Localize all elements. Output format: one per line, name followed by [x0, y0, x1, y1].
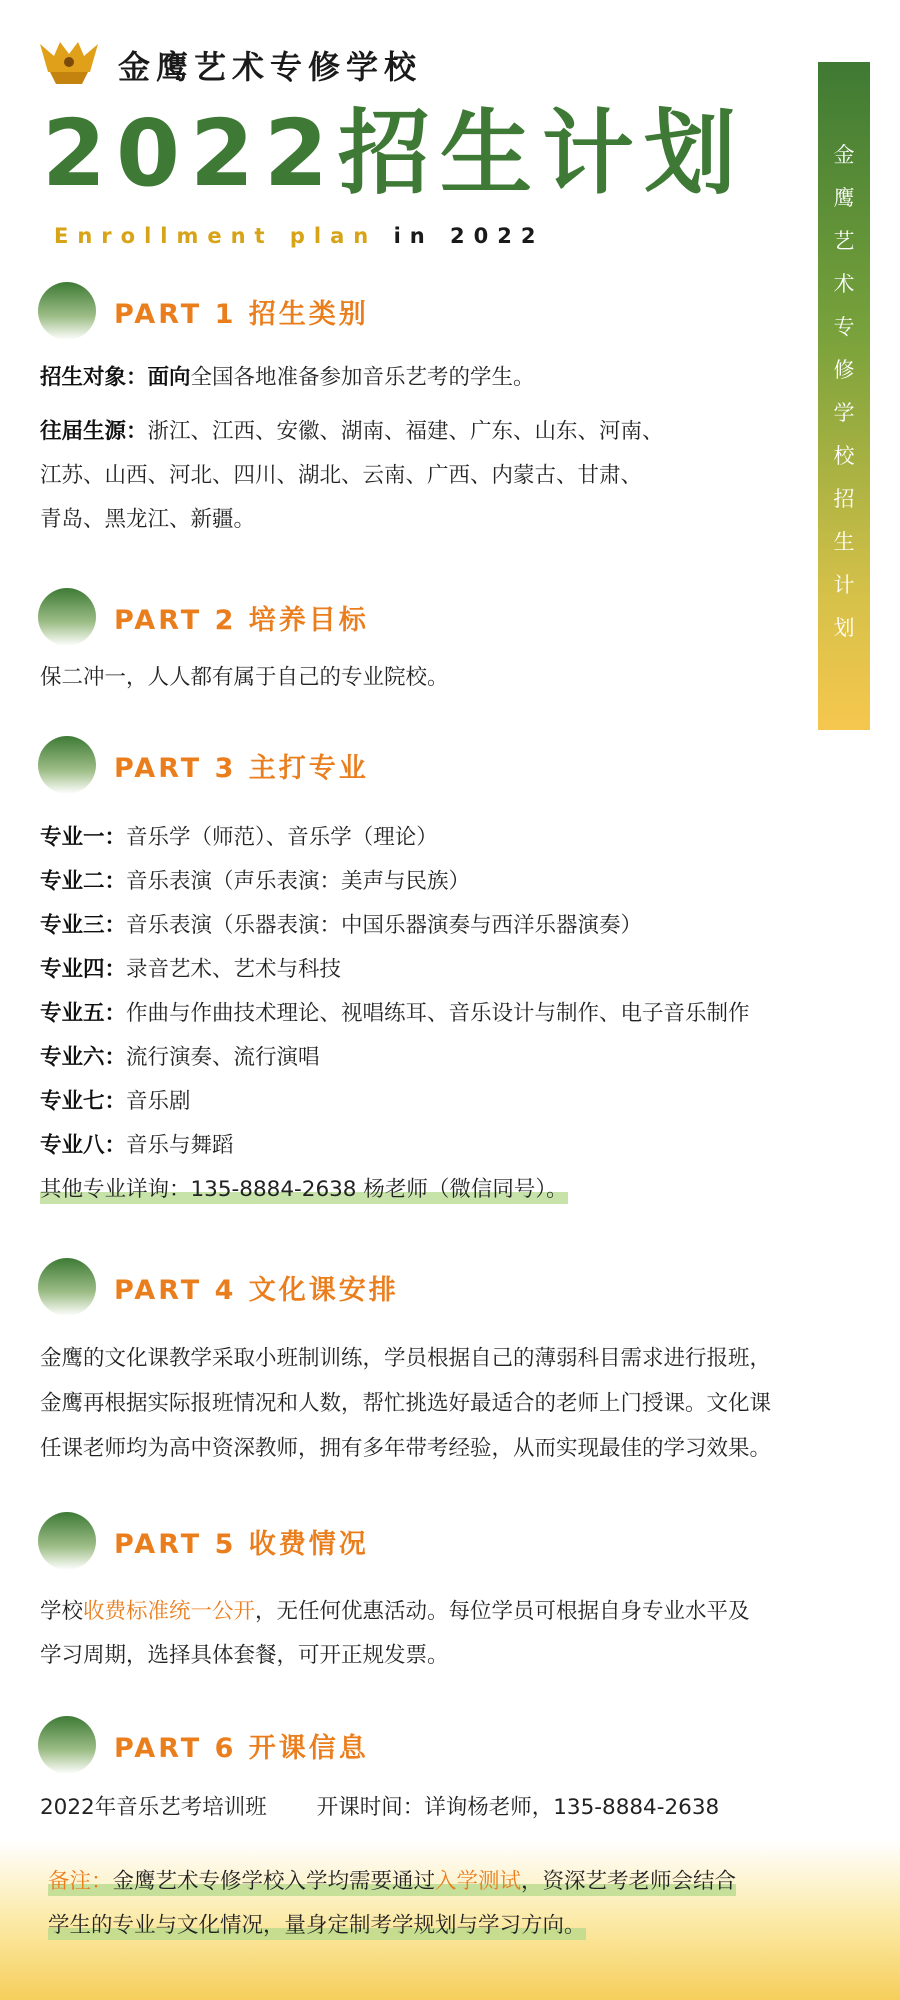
part3-header: [38, 736, 369, 794]
part5-label: PART 5 收费情况: [114, 1528, 369, 1560]
side-banner-char: 生: [833, 530, 855, 554]
section-circle-icon: [38, 1512, 96, 1570]
majors-list: [40, 816, 750, 1212]
section-circle-icon: [38, 736, 96, 794]
part4-header: [38, 1258, 399, 1316]
major-item: 专业六：流行演奏、流行演唱: [40, 1045, 320, 1070]
part4-text: 金鹰的文化课教学采取小班制训练，学员根据自己的薄弱科目需求进行报班， 金鹰再根据实际报班情况和人数，帮忙挑选好最适合的老师上门授课。文化课 任课老师均为高中资深教师，拥有多年带考经验，从而实现最佳的学习效果。: [40, 1346, 772, 1461]
major-item: 专业五：作曲与作曲技术理论、视唱练耳、音乐设计与制作、电子音乐制作: [40, 1001, 750, 1026]
subtitle: [54, 224, 545, 248]
side-banner-char: 学: [833, 401, 855, 425]
major-item: 专业二：音乐表演（声乐表演：美声与民族）: [40, 869, 471, 894]
side-banner-char: 鹰: [833, 186, 855, 210]
course-time: 开课时间：详询杨老师，135-8884-2638: [316, 1795, 720, 1820]
part1-header: [38, 282, 369, 340]
section-circle-icon: [38, 1258, 96, 1316]
part3-label: PART 3 主打专业: [114, 752, 369, 784]
side-banner-char: 艺: [833, 229, 855, 253]
section-circle-icon: [38, 282, 96, 340]
course-name: 2022年音乐艺考培训班: [40, 1795, 267, 1820]
section-circle-icon: [38, 588, 96, 646]
side-banner-char: 术: [833, 272, 855, 296]
side-banner-char: 专: [833, 315, 855, 339]
part2-text: 保二冲一，人人都有属于自己的专业院校。: [40, 665, 449, 690]
source-line2: 江苏、山西、河北、四川、湖北、云南、广西、内蒙古、甘肃、: [40, 463, 643, 488]
major-item: 专业一：音乐学（师范）、音乐学（理论）: [40, 825, 438, 850]
fee-highlight: 收费标准统一公开: [83, 1599, 256, 1624]
part6-text: [40, 1786, 719, 1830]
school-name: 金鹰艺术专修学校: [118, 48, 423, 86]
note-highlight: 入学测试: [435, 1869, 522, 1894]
eagle-crest-icon: [38, 38, 100, 88]
major-item: 专业七：音乐剧: [40, 1089, 191, 1114]
side-banner-char: 招: [833, 487, 855, 511]
source-line3: 青岛、黑龙江、新疆。: [40, 507, 256, 532]
part2-label: PART 2 培养目标: [114, 604, 369, 636]
target-label: 招生对象：面向: [40, 365, 191, 390]
part2-header: [38, 588, 369, 646]
part6-label: PART 6 开课信息: [114, 1732, 369, 1764]
side-banner-char: 金: [833, 143, 855, 167]
part5-text: 学校收费标准统一公开，无任何优惠活动。每位学员可根据自身专业水平及 学习周期，选择具体套餐，可开正规发票。: [40, 1599, 750, 1668]
section-circle-icon: [38, 1716, 96, 1774]
target-text: 全国各地准备参加音乐艺考的学生。: [190, 365, 535, 390]
side-banner-char: 计: [833, 573, 855, 597]
source-label: 往届生源：: [40, 419, 148, 444]
major-item: 专业三：音乐表演（乐器表演：中国乐器演奏与西洋乐器演奏）: [40, 913, 643, 938]
subtitle-part1: Enrollment plan: [54, 224, 378, 248]
source-line1: 浙江、江西、安徽、湖南、福建、广东、山东、河南、: [147, 419, 664, 444]
subtitle-part2: in 2022: [393, 224, 545, 248]
part6-header: [38, 1716, 369, 1774]
contact-line: 其他专业详询：135-8884-2638 杨老师（微信同号）。: [40, 1177, 568, 1202]
side-banner-char: 划: [833, 616, 855, 640]
major-item: 专业四：录音艺术、艺术与科技: [40, 957, 342, 982]
side-banner: [818, 62, 870, 730]
main-title: 2022招生计划: [42, 100, 747, 207]
part4-label: PART 4 文化课安排: [114, 1274, 399, 1306]
part1-label: PART 1 招生类别: [114, 298, 369, 330]
major-item: 专业八：音乐与舞蹈: [40, 1133, 234, 1158]
note-label: 备注：: [48, 1869, 113, 1894]
side-banner-char: 校: [833, 444, 855, 468]
part1-sources: [40, 410, 664, 542]
part5-header: [38, 1512, 369, 1570]
note: 备注：金鹰艺术专修学校入学均需要通过入学测试，资深艺考老师会结合 学生的专业与文化情况，量身定制考学规划与学习方向。: [48, 1869, 737, 1938]
part1-target: [40, 356, 535, 400]
side-banner-char: 修: [833, 358, 855, 382]
